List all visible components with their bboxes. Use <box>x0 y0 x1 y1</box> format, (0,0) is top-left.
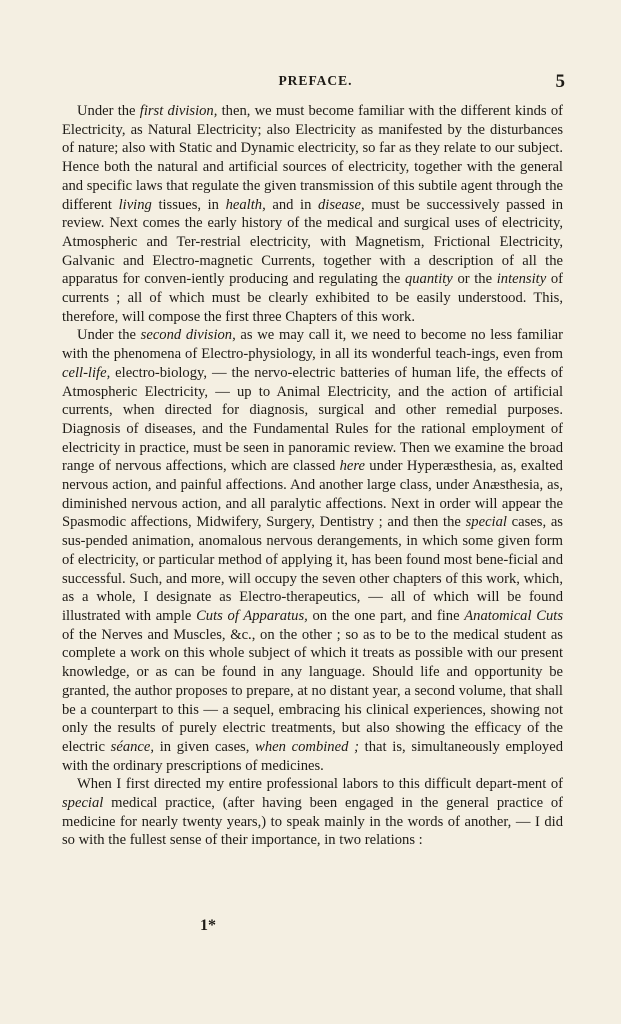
text-run: in given cases, <box>154 738 256 755</box>
text-run: as we may call it, we need to become no less familiar with the phenomena of Electro-physiology, in all its wonderful teach-ings, even from <box>62 327 563 363</box>
text-run: must be successively passed in review. Next comes the early history of the medical and surgical uses of electricity, Atmospheric and Ter-restrial electricity, with Magnetism, Frictional Electricity, Galvanic and Electro-magnetic Currents, together with a description of all the apparatus for conven-iently producing and regulating the <box>62 196 564 288</box>
italic-run: Anatomical Cuts <box>464 607 563 624</box>
italic-run: intensity <box>496 271 547 288</box>
text-run: on the one part, and fine <box>307 607 465 624</box>
text-run: of currents ; all of which must be clearly exhibited to be easily understood. This, therefore, will compose the first three Chapters of this work. <box>62 271 563 325</box>
italic-run: cell-life, <box>62 364 111 381</box>
text-run: then, we must become familiar with the different kinds of Electricity, as Natural Electricity; also Electricity as manifested by the disturbances of nature; also with Static and Dynamic electricity, so far as they relate to our subject. Hence both the natural and artificial sources of electricity, together with the general and specific laws that regulate the given transmission of this subtile agent through the different <box>62 103 563 213</box>
paragraph-second-division <box>62 326 563 775</box>
italic-run: quantity <box>404 271 453 288</box>
text-run: medical practice, (after having been engaged in the general practice of medicine for nearly twenty years,) to speak mainly in the words of another, — I did so with the fullest sense of their importance, in two relations : <box>62 795 563 849</box>
italic-run: living <box>118 196 152 213</box>
italic-run: Cuts of Apparatus, <box>196 607 308 624</box>
text-run: tissues, in <box>151 196 226 213</box>
page-header <box>62 73 569 95</box>
italic-run: second division, <box>140 327 236 344</box>
text-run: under Hyperæsthesia, as, exalted nervous action, and painful affections. And another large class, under Anæsthesia, as, diminished nervous action, and all paralytic affections. Next in order will appear the Spasmodic affections, Midwifery, Surgery, Dentistry ; and then the <box>62 458 563 531</box>
paragraph-special-practice <box>62 775 563 850</box>
italic-run: here <box>339 458 365 475</box>
text-run: and in <box>265 196 318 213</box>
text-run: When I first directed my entire professional labors to this difficult depart-ment of <box>77 776 563 793</box>
text-run: electro-biology, — the nervo-electric batteries of human life, the effects of Atmospheric Electricity, — up to Animal Electricity, and the action of artificial currents, when directed for diagnosis, surgical and other remedial purposes. Diagnosis of diseases, and the Fundamental Rules for the rational employment of electricity in practice, must be seen in panoramic review. Then we examine the broad range of nervous affections, which are classed <box>62 364 563 475</box>
body-text <box>62 102 563 850</box>
text-run: of the Nerves and Muscles, &c., on the other ; so as to be to the medical student as complete a work on this whole subject of which it treats as possible with our present knowledge, or as can be found in any language. Should life and opportunity be granted, the author proposes to prepare, at no distant year, a second volume, that shall be a counterpart to this — a sequel, embracing his clinical experiences, showing not only the results of purely electric treatments, but also showing the efficacy of the electric <box>62 626 563 755</box>
paragraph-first-division <box>62 102 563 326</box>
text-run: Under the <box>77 327 141 344</box>
page-number: 5 <box>555 71 565 92</box>
signature-mark: 1* <box>200 917 216 934</box>
text-run: that is, simultaneously employed with the ordinary prescriptions of medicines. <box>62 738 564 774</box>
italic-run: special <box>465 514 507 531</box>
text-run: cases, as sus-pended animation, anomalous nervous derangements, in which some given form of electricity, or particular method of applying it, has been found most bene-ficial and successful. Such, and more, will occupy the seven other chapters of this work, which, as a whole, I designate as Electro-therapeutics, — all of which will be found illustrated with ample <box>62 514 563 624</box>
text-run: Under the <box>77 103 140 119</box>
italic-run: séance, <box>110 738 155 755</box>
running-title: PREFACE. <box>278 73 353 88</box>
italic-run: special <box>62 795 104 812</box>
text-run: or the <box>452 271 497 288</box>
italic-run: first division, <box>139 103 218 119</box>
italic-run: disease, <box>317 196 365 213</box>
italic-run: when combined ; <box>255 738 359 755</box>
italic-run: health, <box>225 196 266 213</box>
